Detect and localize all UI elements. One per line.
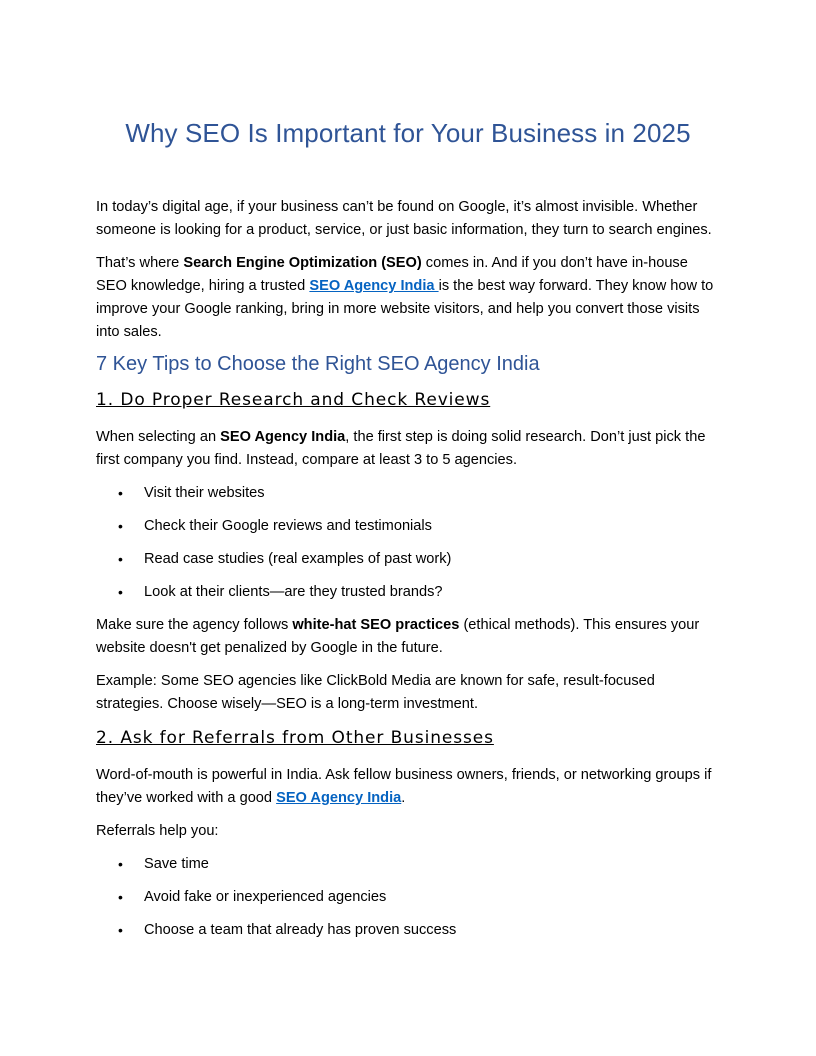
bullet-icon: • <box>118 856 123 872</box>
tip2-p1-text-a: Word-of-mouth is powerful in India. Ask fellow business owners, friends, or networking groups if they’ve worked with a good <box>96 767 712 806</box>
intro-p2-text-d: is the best way forward. They know how to improve your Google ranking, bring in more website visitors, and help you convert those visits into sales. <box>96 278 714 340</box>
intro-p2-bold: Search Engine Optimization (SEO) <box>183 255 422 271</box>
tip1-p1-text-c: , the first step is doing solid research. Don’t just pick the first company you find. Instead, compare at least 3 to 5 agencies. <box>96 429 706 468</box>
bullet-icon: • <box>118 889 123 905</box>
tip1-p1-text-a: When selecting an <box>96 429 221 445</box>
tip1-p1-bold: SEO Agency India <box>220 429 346 445</box>
tip2-p1-text-b: . <box>401 790 406 806</box>
intro-p2-text-a: That’s where <box>96 255 184 271</box>
bullet-icon: • <box>118 485 123 501</box>
seo-agency-india-link[interactable]: SEO Agency India <box>276 790 402 806</box>
intro-paragraph-2 <box>96 252 720 344</box>
tip1-paragraph-2 <box>96 614 720 660</box>
list-item-text: Choose a team that already has proven success <box>144 922 457 938</box>
section-heading: 7 Key Tips to Choose the Right SEO Agency India <box>96 353 540 375</box>
tip1-p2-text-a: Make sure the agency follows <box>96 617 293 633</box>
intro-paragraph-1: In today’s digital age, if your business can’t be found on Google, it’s almost invisible. Whether someone is looking for a product, service, or just basic information, they turn to search engines. <box>96 199 712 238</box>
tip1-heading: 1. Do Proper Research and Check Reviews <box>96 390 491 410</box>
tip1-paragraph-1 <box>96 426 720 472</box>
bullet-icon: • <box>118 518 123 534</box>
bullet-icon: • <box>118 551 123 567</box>
list-item-text: Look at their clients—are they trusted brands? <box>144 584 443 600</box>
tip1-paragraph-3: Example: Some SEO agencies like ClickBold Media are known for safe, result-focused strategies. Choose wisely—SEO is a long-term investment. <box>96 673 655 712</box>
list-item-text: Visit their websites <box>144 485 265 501</box>
tip1-p2-bold: white-hat SEO practices <box>292 617 460 633</box>
intro-p2-text-c: comes in. And if you don’t have in-house SEO knowledge, hiring a trusted <box>96 255 688 294</box>
tip2-heading: 2. Ask for Referrals from Other Businesses <box>96 728 494 748</box>
tip2-paragraph-2: Referrals help you: <box>96 823 219 839</box>
seo-agency-india-link[interactable]: SEO Agency India <box>309 278 439 294</box>
tip1-p2-text-c: (ethical methods). This ensures your website doesn't get penalized by Google in the future. <box>96 617 700 656</box>
list-item-text: Read case studies (real examples of past work) <box>144 551 452 567</box>
bullet-icon: • <box>118 922 123 938</box>
bullet-icon: • <box>118 584 123 600</box>
list-item-text: Save time <box>144 856 209 872</box>
tip2-paragraph-1 <box>96 764 720 810</box>
document-title: Why SEO Is Important for Your Business in 2025 <box>125 118 691 148</box>
list-item-text: Check their Google reviews and testimonials <box>144 518 432 534</box>
list-item-text: Avoid fake or inexperienced agencies <box>144 889 387 905</box>
